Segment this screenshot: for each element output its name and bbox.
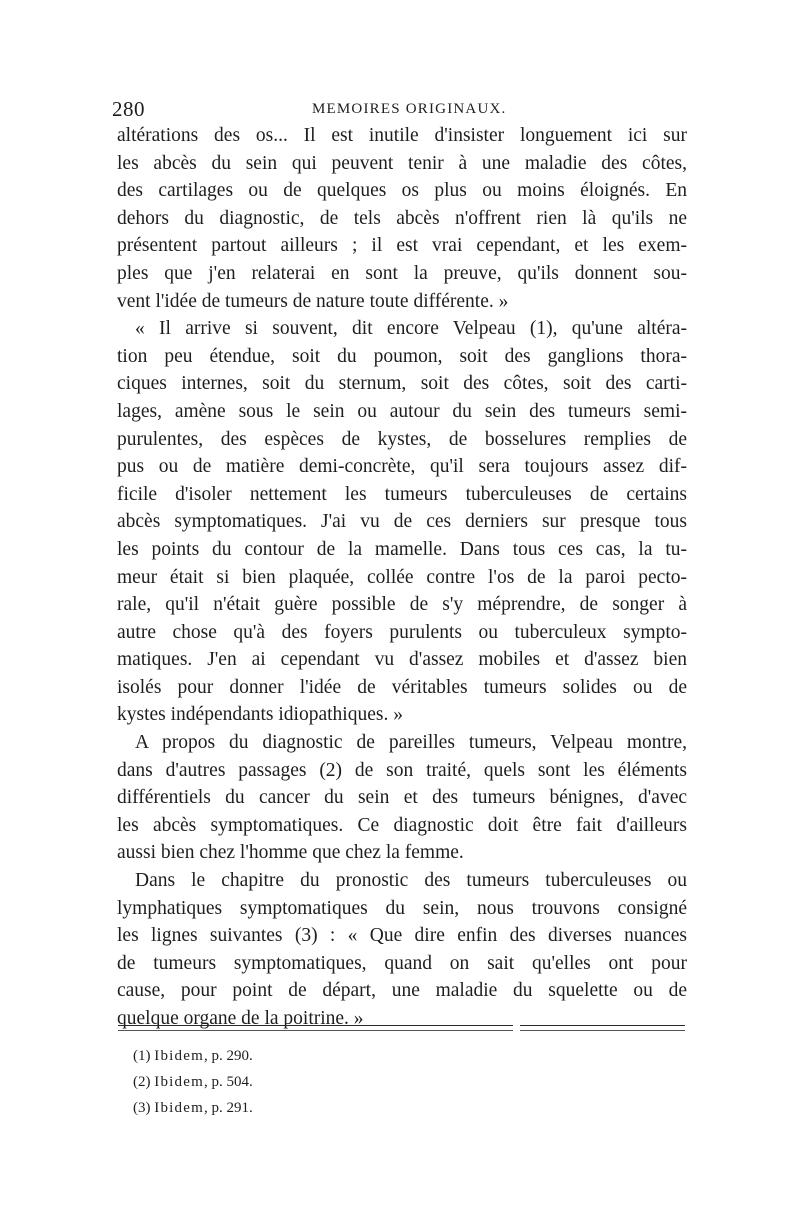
text-line: de tumeurs symptomatiques, quand on sait qu'elles ont pour — [117, 952, 687, 974]
text-line: abcès symptomatiques. J'ai vu de ces derniers sur presque tous — [117, 511, 687, 533]
text-line: pus ou de matière demi-concrète, qu'il sera toujours assez dif- — [117, 456, 687, 478]
text-line: les abcès symptomatiques. Ce diagnostic doit être fait d'ailleurs — [117, 814, 687, 836]
text-line: présentent partout ailleurs ; il est vrai cependant, et les exem- — [117, 235, 687, 257]
text-line: aussi bien chez l'homme que chez la femme. — [117, 842, 464, 864]
text-line: ciques internes, soit du sternum, soit des côtes, soit des carti- — [117, 373, 687, 395]
text-line: cause, pour point de départ, une maladie du squelette ou de — [117, 980, 687, 1002]
text-line: A propos du diagnostic de pareilles tumeurs, Velpeau montre, — [135, 732, 687, 754]
footnote-page: , p. 290. — [203, 1048, 253, 1064]
text-line: isolés pour donner l'idée de véritables tumeurs solides ou de — [117, 676, 687, 698]
footnote — [133, 1095, 253, 1121]
text-line: rale, qu'il n'était guère possible de s'y méprendre, de songer à — [117, 594, 687, 616]
body-text — [117, 122, 687, 1033]
footnote-rule-thin — [520, 1030, 685, 1031]
footnote-rule — [118, 1025, 513, 1026]
footnote — [133, 1043, 253, 1069]
footnote-work: Ibidem — [154, 1074, 204, 1090]
text-line: ficile d'isoler nettement les tumeurs tuberculeuses de certains — [117, 483, 687, 505]
text-line: meur était si bien plaquée, collée contre l'os de la paroi pecto- — [117, 566, 687, 588]
text-line: quelque organe de la poitrine. » — [117, 1008, 364, 1029]
text-line: dans d'autres passages (2) de son traité, quels sont les éléments — [117, 759, 687, 781]
footnote-marker: (1) — [133, 1048, 151, 1064]
text-line: « Il arrive si souvent, dit encore Velpeau (1), qu'une altéra- — [135, 318, 687, 340]
text-line: altérations des os... Il est inutile d'insister longuement ici sur — [117, 125, 687, 146]
footnote-work: Ibidem — [154, 1048, 204, 1064]
footnote-rule-thin — [118, 1030, 513, 1031]
text-line: les lignes suivantes (3) : « Que dire enfin des diverses nuances — [117, 925, 687, 947]
text-line: Dans le chapitre du pronostic des tumeurs tuberculeuses ou — [135, 870, 687, 892]
text-line: les abcès du sein qui peuvent tenir à une maladie des côtes, — [117, 152, 687, 174]
footnotes — [133, 1043, 253, 1121]
page-number: 280 — [112, 97, 145, 121]
text-line: différentiels du cancer du sein et des tumeurs bénignes, d'avec — [117, 787, 687, 809]
text-line: lages, amène sous le sein ou autour du sein des tumeurs semi- — [117, 400, 687, 422]
footnote — [133, 1069, 253, 1095]
footnote-marker: (3) — [133, 1100, 151, 1116]
text-line: des cartilages ou de quelques os plus ou moins éloignés. En — [117, 180, 687, 202]
footnote-page: , p. 504. — [203, 1074, 253, 1090]
text-line: tion peu étendue, soit du poumon, soit des ganglions thora- — [117, 345, 687, 367]
footnote-rule — [520, 1025, 685, 1026]
footnote-page: , p. 291. — [203, 1100, 253, 1116]
footnote-marker: (2) — [133, 1074, 151, 1090]
text-line: dehors du diagnostic, de tels abcès n'offrent rien là qu'ils ne — [117, 207, 687, 229]
text-line: matiques. J'en ai cependant vu d'assez mobiles et d'assez bien — [117, 649, 687, 671]
text-line: purulentes, des espèces de kystes, de bosselures remplies de — [117, 428, 687, 450]
text-line: ples que j'en relaterai en sont la preuve, qu'ils donnent sou- — [117, 262, 687, 284]
page-header — [112, 97, 682, 125]
running-head: MEMOIRES ORIGINAUX. — [312, 101, 507, 117]
text-line: lymphatiques symptomatiques du sein, nous trouvons consigné — [117, 897, 687, 919]
text-line: les points du contour de la mamelle. Dans tous ces cas, la tu- — [117, 538, 687, 560]
text-line: vent l'idée de tumeurs de nature toute différente. » — [117, 290, 509, 312]
text-line: kystes indépendants idiopathiques. » — [117, 704, 403, 726]
footnote-work: Ibidem — [154, 1100, 204, 1116]
text-line: autre chose qu'à des foyers purulents ou tuberculeux sympto- — [117, 621, 687, 643]
